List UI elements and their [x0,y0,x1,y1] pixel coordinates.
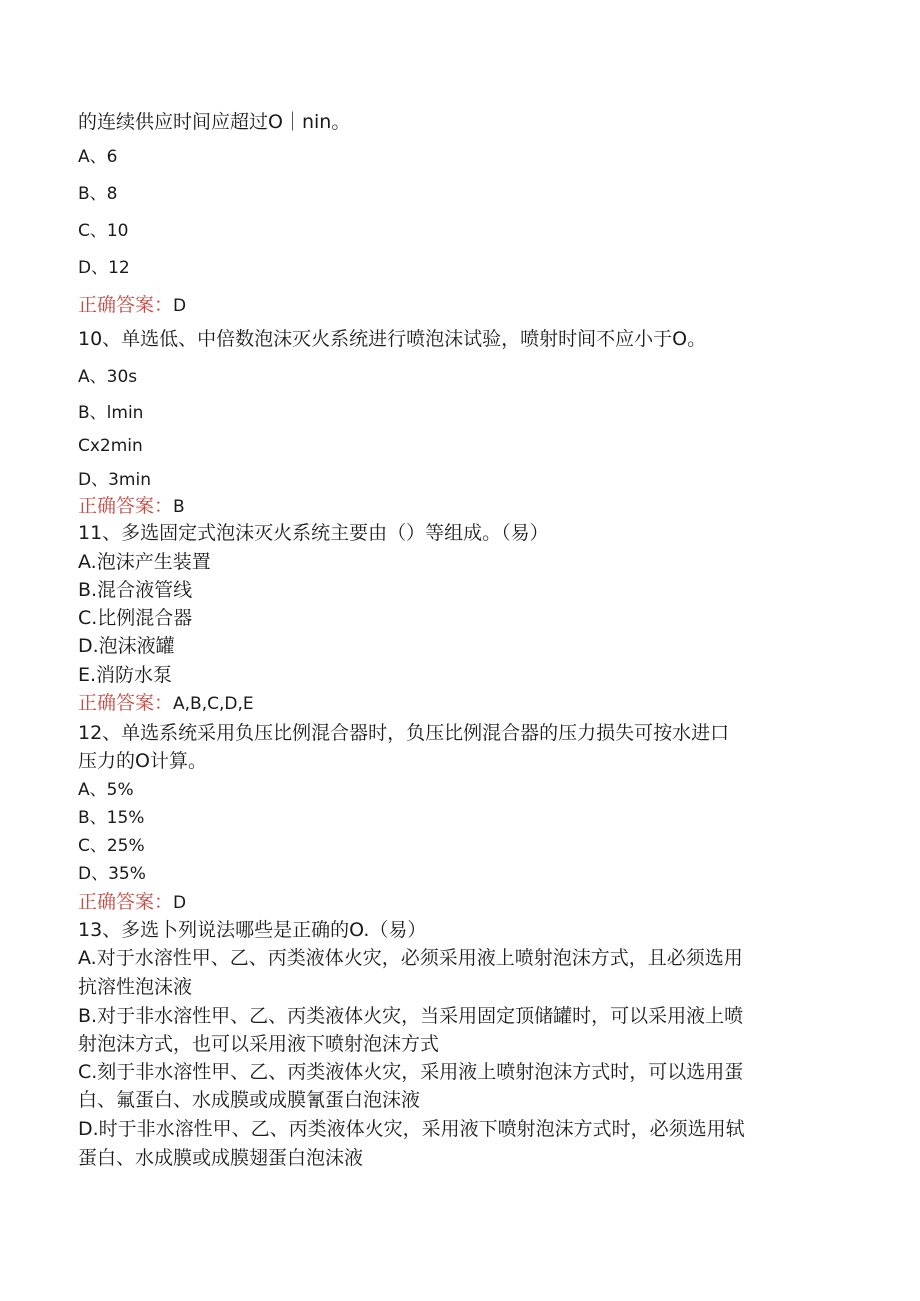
q11-option-e: E.消防水泵 [78,664,173,686]
q10-option-d: D、3min [78,470,151,490]
q9-option-a: A、6 [78,147,118,167]
q9-stem-tail: 的连续供应时间应超过O｜nin。 [78,111,351,133]
answer-value: B [173,497,185,517]
q13-option-d-line-1: D.时于非水溶性甲、乙、丙类液体火灾，采用液下喷射泡沫方式时，必须选用轼 [78,1118,745,1140]
q10-option-a: A、30s [78,367,138,387]
answer-value: A,B,C,D,E [173,694,254,714]
q9-option-c: C、10 [78,221,129,241]
q13-option-b-line-2: 射泡沫方式，也可以采用液下喷射泡沫方式 [78,1033,440,1055]
q13-option-a-line-2: 抗溶性泡沫液 [78,976,193,998]
q11-option-d: D.泡沫液罐 [78,635,175,657]
q13-stem: 13、多选卜列说法哪些是正确的O.（易） [78,919,427,941]
q11-stem: 11、多选固定式泡沫灭火系统主要由（）等组成。（易） [78,522,549,544]
q9-option-d: D、12 [78,258,130,278]
q12-stem-line-1: 12、单选系统采用负压比例混合器时，负压比例混合器的压力损失可按水进口 [78,722,730,744]
q12-answer [78,890,186,915]
q12-option-d: D、35% [78,864,146,884]
q12-option-c: C、25% [78,836,145,856]
q10-option-c: Cx2min [78,436,143,456]
q13-option-d-line-2: 蛋白、水成膜或成膜翅蛋白泡沫液 [78,1147,364,1169]
q11-option-b: B.混合液管线 [78,579,193,601]
q11-option-a: A.泡沫产生装置 [78,551,211,573]
q13-option-c-line-1: C.刻于非水溶性甲、乙、丙类液体火灾，采用液上喷射泡沫方式时，可以选用蛋 [78,1061,744,1083]
q11-answer [78,691,254,716]
answer-value: D [173,296,187,316]
q12-option-a: A、5% [78,780,134,800]
q12-option-b: B、15% [78,808,145,828]
q9-option-b: B、8 [78,184,118,204]
q11-option-c: C.比例混合器 [78,607,193,629]
q9-answer [78,293,186,318]
answer-label: 正确答案： [78,294,174,316]
q13-option-b-line-1: B.对于非水溶性甲、乙、丙类液体火灾，当采用固定顶储罐时，可以采用液上喷 [78,1005,744,1027]
answer-label: 正确答案： [78,495,174,517]
answer-label: 正确答案： [78,891,174,913]
q10-stem: 10、单选低、中倍数泡沫灭火系统进行喷泡沫试验，喷射时间不应小于O。 [78,328,707,350]
q10-answer [78,494,185,519]
q13-option-c-line-2: 白、氟蛋白、水成膜或成膜氰蛋白泡沫液 [78,1089,421,1111]
q12-stem-line-2: 压力的O计算。 [78,750,207,772]
answer-label: 正确答案： [78,692,174,714]
answer-value: D [173,893,187,913]
q13-option-a-line-1: A.对于水溶性甲、乙、丙类液体火灾，必须采用液上喷射泡沫方式，且必须选用 [78,947,743,969]
q10-option-b: B、lmin [78,403,144,423]
